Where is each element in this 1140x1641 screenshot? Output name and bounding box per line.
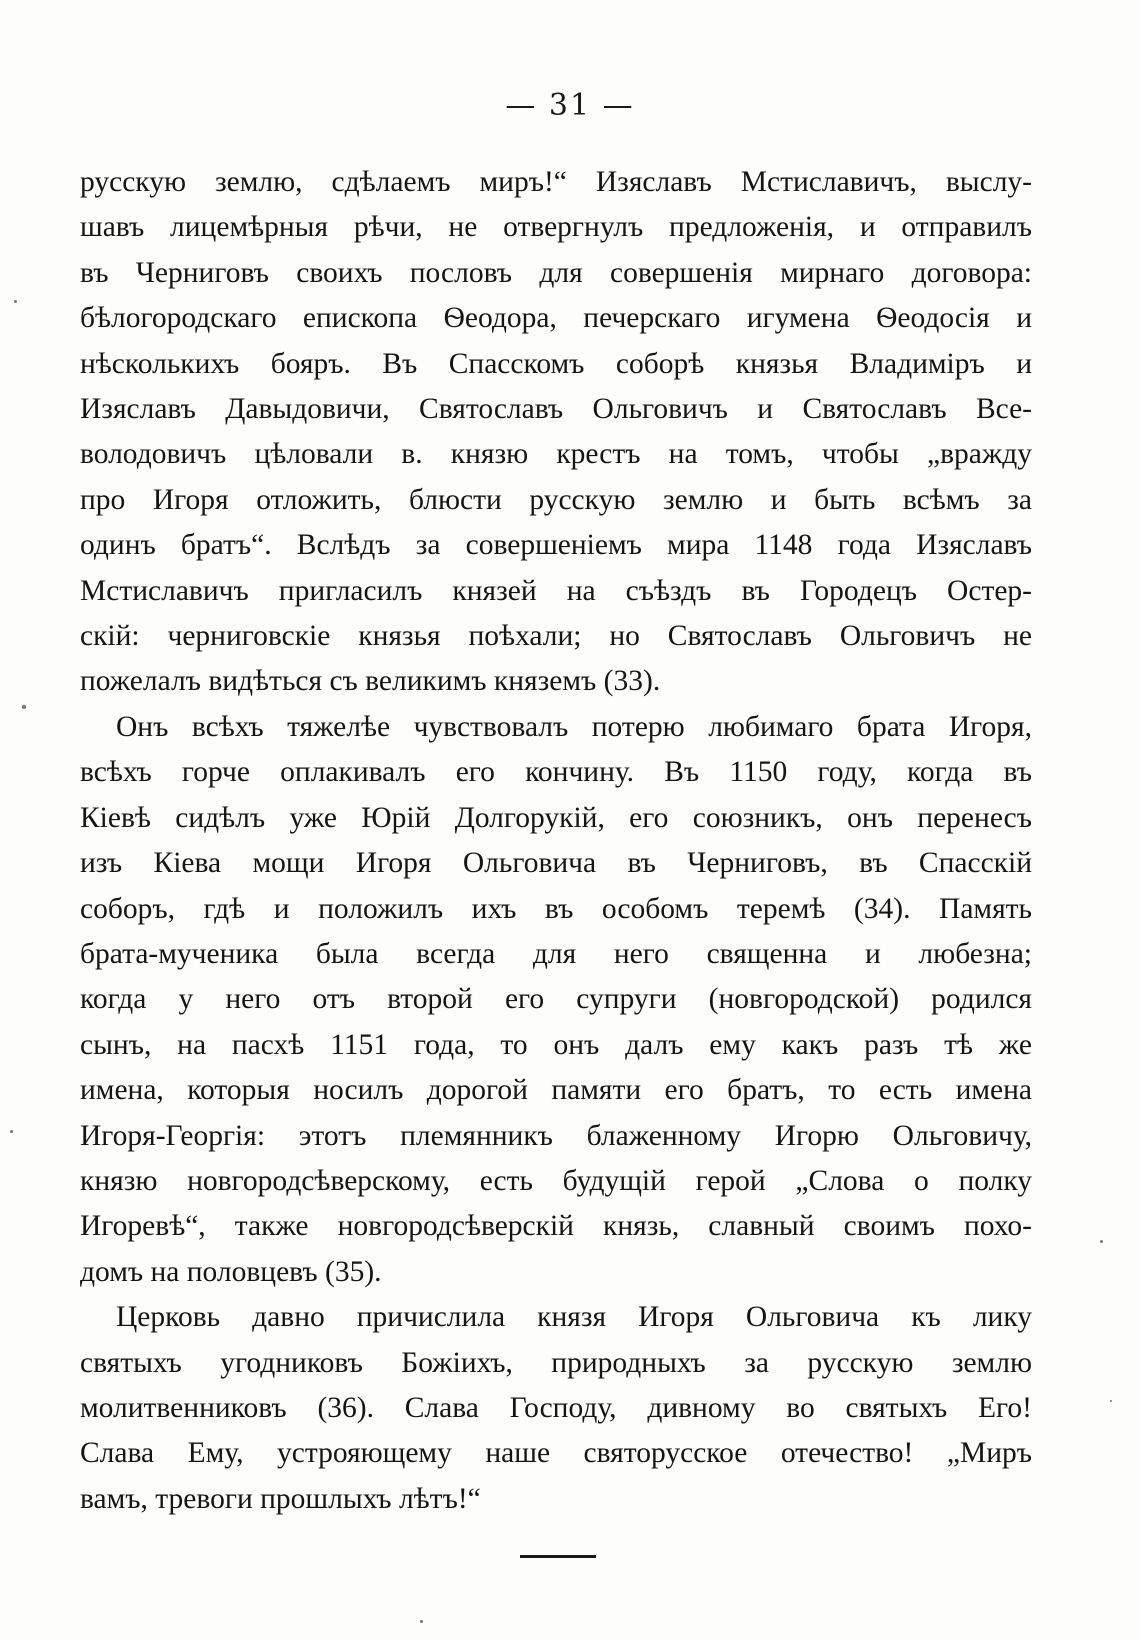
- scan-speck: [22, 705, 26, 709]
- scan-speck: [1110, 1400, 1112, 1402]
- text-line: имена, которыя носилъ дорогой памяти его братъ, то есть имена: [80, 1074, 1032, 1107]
- text-line: соборъ, гдѣ и положилъ ихъ въ особомъ теремѣ (34). Память: [80, 892, 1032, 925]
- scan-speck: [420, 1620, 423, 1623]
- text-line: вамъ, тревоги прошлыхъ лѣтъ!“: [80, 1482, 481, 1515]
- text-line: русскую землю, сдѣлаемъ миръ!“ Изяславъ Мстиславичъ, выслу-: [80, 166, 1032, 198]
- text-line: одинъ братъ“. Вслѣдъ за совершеніемъ мира 1148 года Изяславъ: [80, 529, 1032, 562]
- text-line: Мстиславичъ пригласилъ князей на съѣздъ въ Городецъ Остер-: [80, 574, 1032, 607]
- text-line: когда у него отъ второй его супруги (новгородской) родился: [80, 983, 1032, 1016]
- text-line: Изяславъ Давыдовичи, Святославъ Ольговичъ и Святославъ Все-: [80, 393, 1032, 426]
- text-line: домъ на половцевъ (35).: [80, 1255, 382, 1288]
- text-line: шавъ лицемѣрныя рѣчи, не отвергнулъ предложенія, и отправилъ: [80, 211, 1032, 244]
- text-line: Игоря-Георгія: этотъ племянникъ блаженному Игорю Ольговичу,: [80, 1119, 1032, 1152]
- text-line: Кіевѣ сидѣлъ уже Юрій Долгорукій, его союзникъ, онъ перенесъ: [80, 801, 1032, 834]
- text-line: святыхъ угодниковъ Божіихъ, природныхъ за русскую землю: [80, 1346, 1032, 1379]
- paragraph-3: [80, 1295, 1032, 1522]
- end-rule: [520, 1555, 596, 1558]
- page-number: — 31 —: [505, 88, 635, 123]
- text-line: Церковь давно причислила князя Игоря Ольговича къ лику: [116, 1301, 1032, 1334]
- text-line: пожелалъ видѣться съ великимъ княземъ (33).: [80, 665, 661, 698]
- text-line: сынъ, на пасхѣ 1151 года, то онъ далъ ему какъ разъ тѣ же: [80, 1028, 1032, 1061]
- body-text: [80, 160, 1032, 1522]
- scan-speck: [14, 300, 17, 303]
- text-line: володовичъ цѣловали в. князю крестъ на томъ, чтобы „вражду: [80, 438, 1032, 471]
- text-line: бѣлогородскаго епископа Ѳеодора, печерскаго игумена Ѳеодосія и: [80, 302, 1032, 335]
- text-line: всѣхъ горче оплакивалъ его кончину. Въ 1150 году, когда въ: [80, 756, 1032, 789]
- text-line: про Игоря отложить, блюсти русскую землю и быть всѣмъ за: [80, 483, 1032, 516]
- text-line: молитвенниковъ (36). Слава Господу, дивному во святыхъ Его!: [80, 1391, 1032, 1424]
- text-line: въ Черниговъ своихъ пословъ для совершенія мирнаго договора:: [80, 256, 1032, 289]
- text-line: Слава Ему, устрояющему наше святорусское отечество! „Миръ: [80, 1437, 1032, 1470]
- text-line: нѣсколькихъ бояръ. Въ Спасскомъ соборѣ князья Владиміръ и: [80, 347, 1032, 380]
- text-line: Онъ всѣхъ тяжелѣе чувствовалъ потерю любимаго брата Игоря,: [116, 710, 1032, 743]
- paragraph-1: [80, 160, 1032, 705]
- paragraph-2: [80, 705, 1032, 1295]
- text-line: изъ Кіева мощи Игоря Ольговича въ Черниговъ, въ Спасскій: [80, 847, 1032, 880]
- text-line: брата-мученика была всегда для него священна и любезна;: [80, 937, 1032, 970]
- text-line: скій: черниговскіе князья поѣхали; но Святославъ Ольговичъ не: [80, 620, 1032, 653]
- scan-speck: [1100, 1240, 1103, 1243]
- scan-speck: [10, 1130, 13, 1133]
- text-line: князю новгородсѣверскому, есть будущій герой „Слова о полку: [80, 1164, 1032, 1197]
- text-line: Игоревѣ“, также новгородсѣверскій князь, славный своимъ похо-: [80, 1210, 1032, 1243]
